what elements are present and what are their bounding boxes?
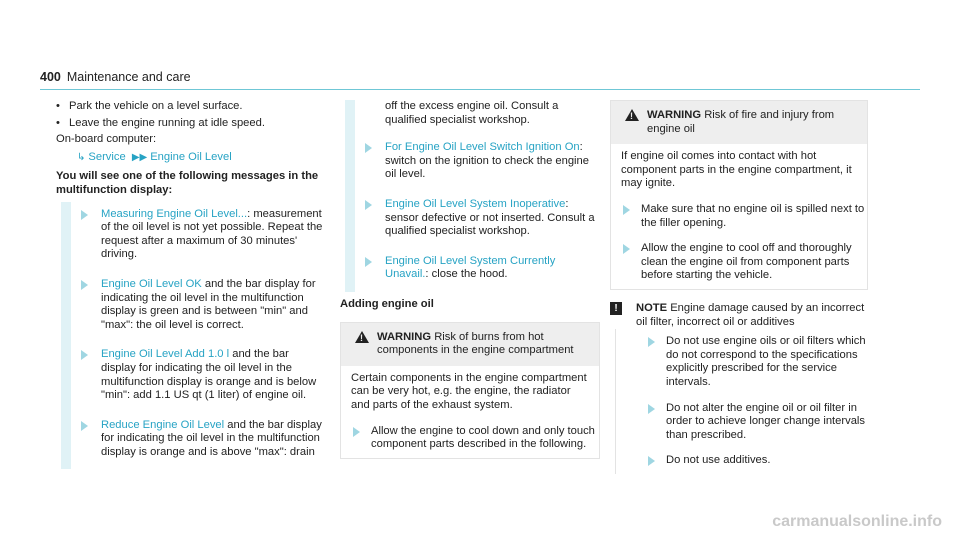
warning-title: Risk of burns from hot components in the engine compartment — [377, 330, 574, 357]
message-link[interactable]: For Engine Oil Level Switch Ignition On — [385, 141, 580, 154]
note-body — [615, 329, 868, 474]
column-3 — [610, 100, 868, 474]
bullet-item: • Park the vehicle on a level surface. — [56, 100, 326, 114]
warning-body: Certain components in the engine compartment can be very hot, e.g. the engine, the radiator and parts of the exhaust system. — [351, 371, 587, 411]
menu-engine-oil-link[interactable]: Engine Oil Level — [150, 150, 232, 163]
play-arrow-icon — [648, 404, 655, 414]
note-step-text: Do not use additives. — [666, 454, 771, 467]
note-box — [610, 302, 868, 329]
double-chevron-icon: ▶▶ — [131, 151, 148, 163]
footer — [0, 515, 960, 533]
message-link[interactable]: Engine Oil Level Add 1.0 l — [101, 348, 230, 361]
warning-box — [610, 100, 868, 290]
step-text: : switch on the ignition to check the engine oil level. — [385, 141, 589, 181]
instruction-step — [61, 272, 326, 342]
play-arrow-icon — [81, 210, 88, 220]
warning-step — [611, 236, 867, 289]
column-2 — [340, 100, 600, 459]
note-step-text: Do not use engine oils or oil filters which do not correspond to the specifications explicitly prescribed for the service intervals. — [666, 335, 866, 388]
adding-oil-heading: Adding engine oil — [340, 297, 434, 310]
message-link[interactable]: Engine Oil Level System Currently Unavail. — [385, 254, 556, 281]
watermark: carmanualsonline.info — [772, 513, 942, 530]
play-arrow-icon — [81, 421, 88, 431]
bullet-item: • Leave the engine running at idle speed. — [56, 117, 326, 131]
warning-title: Risk of fire and injury from engine oil — [647, 109, 835, 135]
play-arrow-icon — [648, 456, 655, 466]
warning-label: WARNING — [647, 109, 702, 121]
instruction-step — [61, 202, 326, 272]
menu-path — [74, 151, 326, 165]
step-text: and the bar display for indicating the oil level in the multifunction display is orange and is below "min": add 1.1 US qt (1 liter) of engine oil. — [101, 348, 317, 402]
play-arrow-icon — [353, 427, 360, 437]
note-title: Engine damage caused by an incorrect oil filter, incorrect oil or additives — [636, 301, 865, 328]
play-arrow-icon — [81, 350, 88, 360]
header-divider — [40, 89, 920, 90]
message-link[interactable]: Measuring Engine Oil Level... — [101, 207, 248, 220]
warning-label: WARNING — [377, 330, 432, 343]
messages-heading: You will see one of the following messages in the multifunction display: — [56, 170, 319, 196]
note-label: NOTE — [636, 301, 668, 314]
step-text: and the bar display for indicating the oil level in the multifunction display is green and is between "min" and "max": the oil level is correct. — [101, 277, 316, 331]
step-text: : measurement of the oil level is not yet possible. Repeat the request after a maximum of 30 minutes' driving. — [101, 207, 323, 261]
play-arrow-icon — [365, 200, 372, 210]
play-arrow-icon — [623, 205, 630, 215]
section-title: Maintenance and care — [66, 70, 191, 84]
step-continuation: off the excess engine oil. Consult a qualified specialist workshop. — [345, 100, 600, 135]
note-step — [636, 396, 868, 449]
note-step — [636, 448, 868, 474]
play-arrow-icon — [365, 257, 372, 267]
step-text: : sensor defective or not inserted. Consult a qualified specialist workshop. — [385, 197, 595, 238]
note-step — [636, 329, 868, 395]
message-link[interactable]: Engine Oil Level OK — [101, 277, 202, 290]
warning-step-text: Allow the engine to cool down and only touch component parts described in the following. — [371, 424, 595, 451]
warning-triangle-icon — [355, 331, 369, 343]
warning-step — [611, 197, 867, 236]
play-arrow-icon — [365, 143, 372, 153]
message-link[interactable]: Reduce Engine Oil Level — [101, 418, 225, 431]
warning-header — [611, 101, 867, 144]
instruction-step — [345, 135, 600, 192]
warning-header — [341, 323, 599, 366]
warning-step — [341, 419, 599, 458]
play-arrow-icon — [623, 244, 630, 254]
instruction-step — [345, 192, 600, 249]
note-exclamation-icon: ! — [610, 302, 622, 315]
onboard-label: On-board computer: — [56, 133, 157, 146]
play-arrow-icon — [648, 337, 655, 347]
play-arrow-icon — [81, 280, 88, 290]
step-text: and the bar display for indicating the oil level in the multifunction display is orange and is above "max": drain — [101, 418, 322, 458]
warning-step-text: Allow the engine to cool off and thoroughly clean the engine oil from component parts before starting the vehicle. — [641, 242, 852, 282]
warning-box — [340, 322, 600, 459]
note-step-text: Do not alter the engine oil or oil filter in order to achieve longer change intervals than prescribed. — [666, 401, 866, 441]
warning-body: If engine oil comes into contact with hot component parts in the engine compartment, it may ignite. — [621, 150, 852, 190]
return-arrow-icon: ↳ — [77, 151, 86, 163]
message-link[interactable]: Engine Oil Level System Inoperative — [385, 197, 566, 210]
page-number: 400 — [40, 70, 61, 84]
menu-service-link[interactable]: Service — [88, 150, 126, 163]
instruction-step — [61, 413, 326, 470]
warning-step-text: Make sure that no engine oil is spilled next to the filler opening. — [641, 202, 865, 229]
warning-triangle-icon — [625, 109, 639, 121]
instruction-step — [61, 342, 326, 412]
column-1 — [56, 100, 326, 469]
step-text: : close the hood. — [425, 268, 508, 281]
instruction-step — [345, 249, 600, 292]
page-header — [40, 70, 191, 84]
